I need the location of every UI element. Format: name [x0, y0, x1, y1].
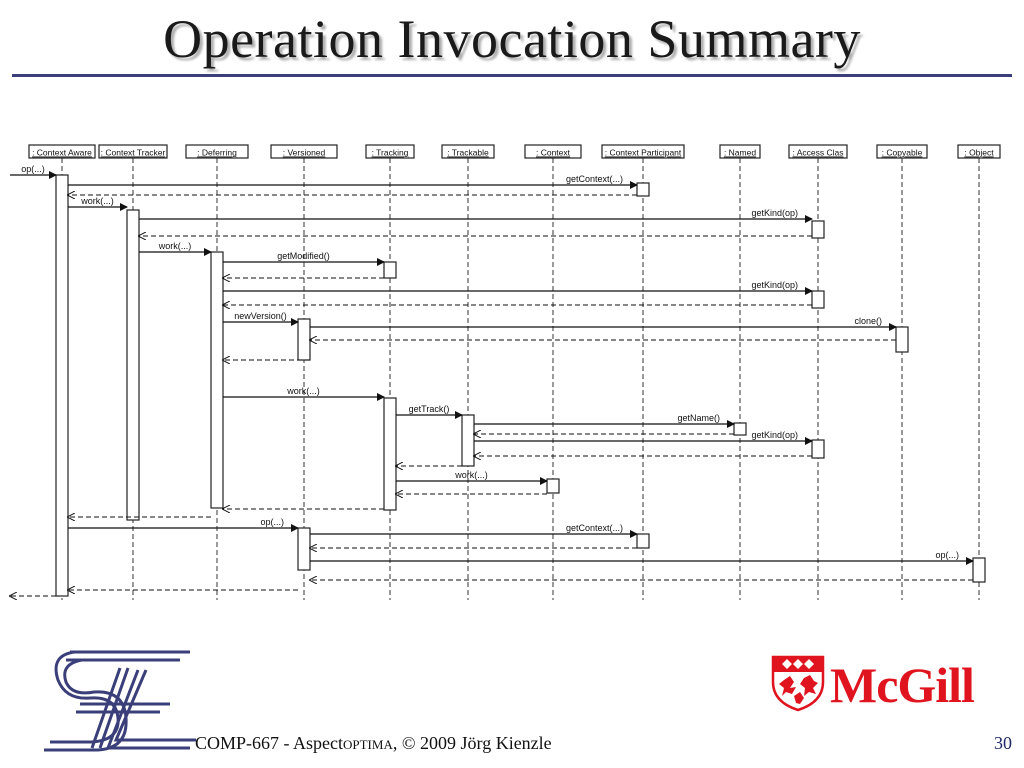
message-label: op(...)	[21, 164, 45, 174]
activation-bar	[298, 319, 310, 360]
lifeline-label: : Context	[535, 147, 571, 158]
page-number: 30	[994, 733, 1012, 753]
message-label: clone()	[854, 316, 882, 326]
activation-bar	[127, 210, 139, 520]
sel-logo-icon	[20, 640, 220, 760]
message-label: work(...)	[158, 241, 192, 251]
activation-bar	[462, 415, 474, 466]
message-label: getName()	[677, 413, 720, 423]
activation-bar	[384, 262, 396, 278]
slide-title: Operation Invocation Summary	[163, 9, 861, 69]
lifeline-label: : Context Aware	[32, 147, 92, 158]
activation-bar	[298, 528, 310, 570]
activation-bar	[896, 327, 908, 352]
activation-bar	[547, 479, 559, 493]
mcgill-crest-icon	[770, 654, 826, 712]
activation-bar	[637, 534, 649, 548]
message-label: work(...)	[81, 196, 114, 206]
message-label: getContext(...)	[565, 523, 623, 533]
lifeline-label: : Trackable	[447, 147, 489, 158]
footer-optima: OPTIMA	[343, 737, 393, 752]
message-label: getModified()	[277, 251, 330, 261]
footer-copyright: , © 2009 Jörg Kienzle	[392, 733, 552, 753]
message-label: getContext(...)	[565, 174, 623, 184]
mcgill-wordmark-text: McGill	[830, 657, 974, 713]
lifeline-label: : Object	[964, 147, 994, 158]
lifeline-label: : Deferring	[197, 147, 237, 158]
activation-bar	[211, 252, 223, 508]
footer-course: COMP-667 - Aspect	[195, 733, 343, 753]
activation-bar	[56, 175, 68, 596]
lifeline-label: : Access Clas	[792, 147, 844, 158]
message-label: op(...)	[260, 517, 284, 527]
message-label: work(...)	[287, 386, 320, 396]
message-label: getTrack()	[408, 404, 450, 414]
lifeline-label: : Context Participant	[604, 147, 682, 158]
activation-bar	[734, 423, 746, 435]
message-label: work(...)	[455, 470, 488, 480]
message-label: getKind(op)	[751, 208, 798, 218]
activation-bar	[812, 221, 824, 238]
lifeline-label: : Named	[723, 147, 757, 158]
lifeline-label: : Tracking	[371, 147, 409, 158]
lifeline-label: : Versioned	[282, 147, 326, 158]
activation-bar	[812, 291, 824, 308]
activation-bar	[637, 183, 649, 196]
message-label: op(...)	[935, 550, 959, 560]
slide-footer	[195, 733, 552, 754]
message-label: newVersion()	[234, 311, 287, 321]
mcgill-wordmark	[830, 652, 974, 718]
activation-bar	[384, 398, 396, 510]
activation-bar	[812, 440, 824, 458]
message-label: getKind(op)	[751, 430, 798, 440]
activation-bar	[973, 558, 985, 582]
message-label: getKind(op)	[751, 280, 798, 290]
lifeline-label: : Context Tracker	[100, 147, 166, 158]
lifeline-label: : Copyable	[881, 147, 923, 158]
